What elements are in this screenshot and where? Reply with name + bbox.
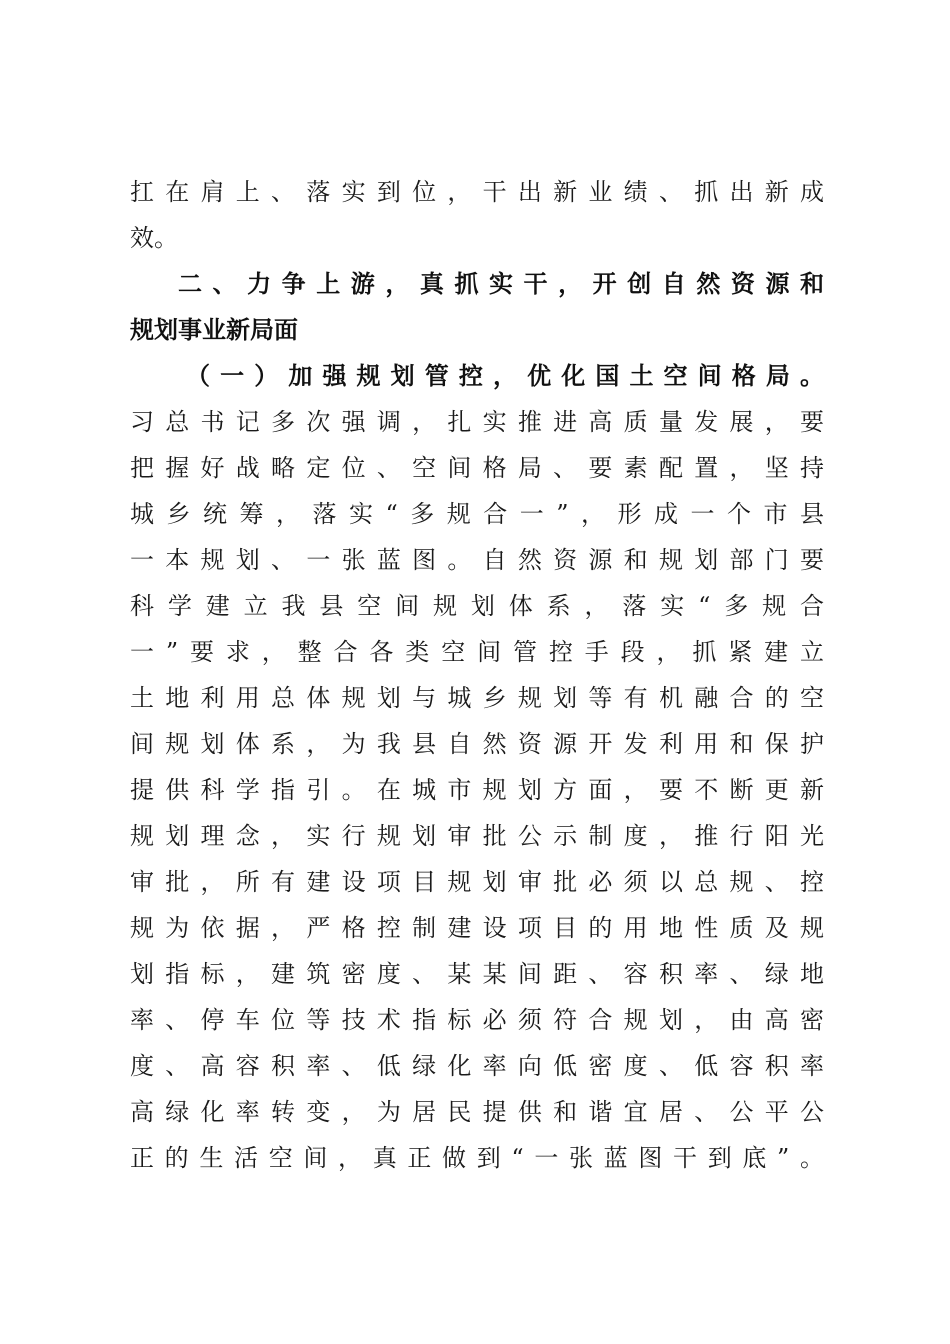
body-line-1: 习总书记多次强调，扎实推进高质量发展，要 — [130, 408, 824, 436]
body-line-2: 把握好战略定位、空间格局、要素配置，坚持 — [130, 454, 824, 482]
body-line-10: 规划理念，实行规划审批公示制度，推行阳光 — [130, 822, 824, 850]
section-heading-line-1: 二、力争上游，真抓实干，开创自然资源和 — [178, 270, 824, 298]
body-line-12: 规为依据，严格控制建设项目的用地性质及规 — [130, 914, 824, 942]
body-line-13: 划指标，建筑密度、某某间距、容积率、绿地 — [130, 960, 824, 988]
body-line-9: 提供科学指引。在城市规划方面，要不断更新 — [130, 776, 824, 804]
body-line-4: 一本规划、一张蓝图。自然资源和规划部门要 — [130, 546, 824, 574]
body-line-8: 间规划体系，为我县自然资源开发利用和保护 — [130, 730, 824, 758]
body-line-5: 科学建立我县空间规划体系，落实“多规合 — [130, 592, 824, 620]
section-heading-line-2: 规划事业新局面 — [130, 316, 298, 344]
body-line-11: 审批，所有建设项目规划审批必须以总规、控 — [130, 868, 824, 896]
body-line-16: 高绿化率转变，为居民提供和谐宜居、公平公 — [130, 1098, 824, 1126]
body-line-3: 城乡统筹，落实“多规合一”，形成一个市县 — [130, 500, 824, 528]
body-line-14: 率、停车位等技术指标必须符合规划，由高密 — [130, 1006, 824, 1034]
body-line-17: 正的生活空间，真正做到“一张蓝图干到底”。 — [130, 1144, 824, 1172]
body-line-15: 度、高容积率、低绿化率向低密度、低容积率 — [130, 1052, 824, 1080]
body-line-7: 土地利用总体规划与城乡规划等有机融合的空 — [130, 684, 824, 712]
intro-line-2: 效。 — [130, 224, 178, 252]
body-line-6: 一”要求，整合各类空间管控手段，抓紧建立 — [130, 638, 824, 666]
intro-line-1: 扛在肩上、落实到位，干出新业绩、抓出新成 — [130, 178, 824, 206]
subheading: （一）加强规划管控，优化国土空间格局。 — [186, 362, 824, 390]
